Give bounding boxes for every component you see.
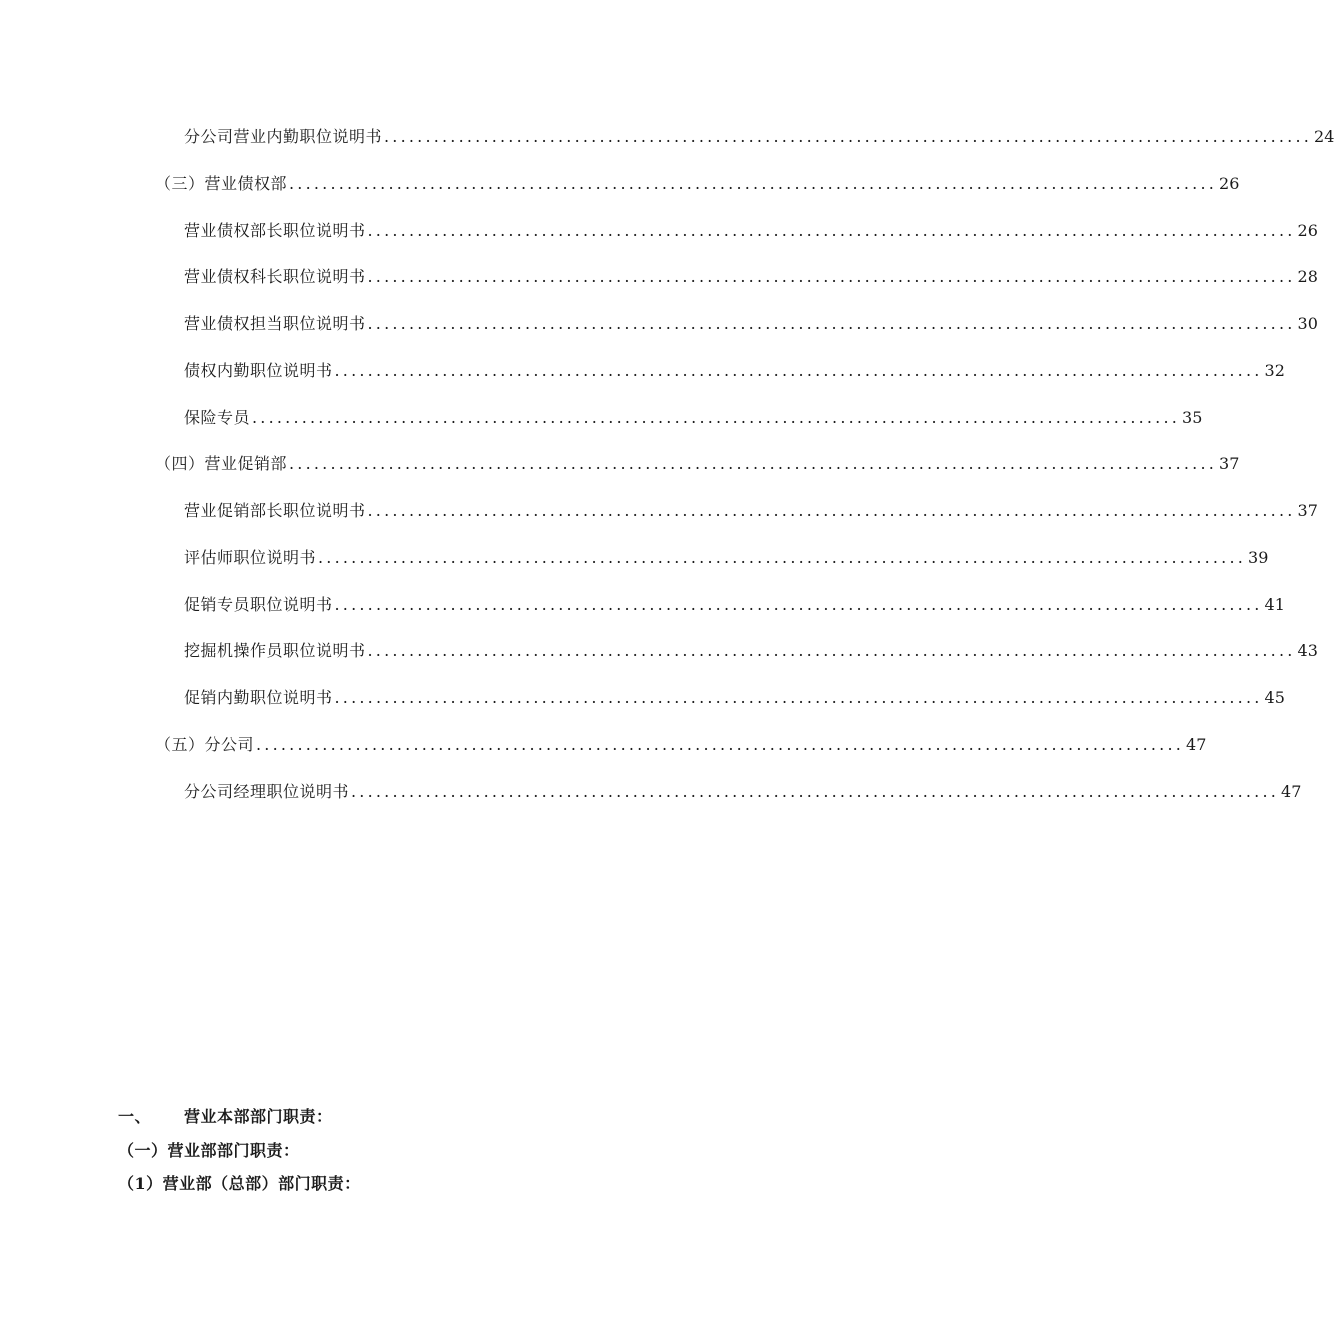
toc-leader-dots: ................................................................................................................ <box>367 641 1296 660</box>
toc-entry-page: 30 <box>1297 314 1318 333</box>
toc-leader-dots: ................................................................................................................ <box>289 454 1218 473</box>
toc-entry[interactable] <box>184 545 1269 571</box>
toc-entry-title: 分公司经理职位说明书 <box>184 782 350 801</box>
toc-leader-dots: ................................................................................................................ <box>384 127 1313 146</box>
toc-entry-page: 26 <box>1297 221 1318 240</box>
toc-leader-dots: ................................................................................................................ <box>289 174 1218 193</box>
toc-entry-title: （三）营业债权部 <box>155 174 288 193</box>
toc-entry-page: 43 <box>1297 641 1318 660</box>
toc-leader-dots: ................................................................................................................ <box>334 361 1263 380</box>
toc-entry-title: 分公司营业内勤职位说明书 <box>184 127 383 146</box>
section-heading-text: （一）营业部部门职责： <box>118 1141 300 1160</box>
section-heading-level-2 <box>118 1139 300 1163</box>
toc-entry-title: 营业债权科长职位说明书 <box>184 267 366 286</box>
toc-entry-title: 营业促销部长职位说明书 <box>184 501 366 520</box>
toc-entry-page: 37 <box>1297 501 1318 520</box>
toc-entry-title: 保险专员 <box>184 408 251 427</box>
toc-entry-page: 35 <box>1182 408 1203 427</box>
toc-entry-page: 41 <box>1264 595 1285 614</box>
toc-leader-dots: ................................................................................................................ <box>351 782 1280 801</box>
section-heading-level-1 <box>118 1105 333 1129</box>
toc-leader-dots: ................................................................................................................ <box>367 221 1296 240</box>
toc-leader-dots: ................................................................................................................ <box>334 595 1263 614</box>
section-heading-text: （1）营业部（总部）部门职责： <box>118 1174 361 1193</box>
section-heading-level-3 <box>118 1172 361 1196</box>
section-heading-number: 一、 <box>118 1107 152 1126</box>
toc-entry-title: 挖掘机操作员职位说明书 <box>184 641 366 660</box>
toc-entry-page: 28 <box>1297 267 1318 286</box>
toc-leader-dots: ................................................................................................................ <box>252 408 1181 427</box>
toc-entry[interactable] <box>184 218 1318 244</box>
toc-entry[interactable] <box>184 311 1318 337</box>
toc-entry[interactable] <box>184 498 1318 524</box>
toc-entry-title: 营业债权部长职位说明书 <box>184 221 366 240</box>
toc-entry-title: 促销内勤职位说明书 <box>184 688 333 707</box>
toc-entry-page: 37 <box>1219 454 1240 473</box>
toc-entry[interactable] <box>184 638 1318 664</box>
toc-entry[interactable] <box>184 405 1203 431</box>
toc-entry-page: 45 <box>1264 688 1285 707</box>
toc-entry-page: 24 <box>1314 127 1334 146</box>
toc-entry-page: 32 <box>1264 361 1285 380</box>
toc-entry-page: 26 <box>1219 174 1240 193</box>
toc-leader-dots: ................................................................................................................ <box>318 548 1247 567</box>
toc-entry-title: 营业债权担当职位说明书 <box>184 314 366 333</box>
toc-entry-page: 47 <box>1186 735 1207 754</box>
toc-entry-page: 39 <box>1248 548 1269 567</box>
toc-entry-title: （五）分公司 <box>155 735 255 754</box>
toc-leader-dots: ................................................................................................................ <box>256 735 1185 754</box>
toc-entry[interactable] <box>184 124 1334 150</box>
toc-entry[interactable] <box>184 685 1285 711</box>
section-heading-text: 营业本部部门职责： <box>184 1107 333 1126</box>
toc-entry[interactable] <box>155 171 1240 197</box>
toc-entry-title: 评估师职位说明书 <box>184 548 317 567</box>
toc-entry[interactable] <box>184 779 1302 805</box>
toc-entry[interactable] <box>155 451 1240 477</box>
toc-leader-dots: ................................................................................................................ <box>367 267 1296 286</box>
toc-entry[interactable] <box>184 358 1285 384</box>
toc-leader-dots: ................................................................................................................ <box>334 688 1263 707</box>
toc-entry-page: 47 <box>1281 782 1302 801</box>
toc-leader-dots: ................................................................................................................ <box>367 501 1296 520</box>
toc-leader-dots: ................................................................................................................ <box>367 314 1296 333</box>
toc-entry-title: 促销专员职位说明书 <box>184 595 333 614</box>
toc-entry[interactable] <box>184 592 1285 618</box>
toc-entry[interactable] <box>155 732 1207 758</box>
toc-entry[interactable] <box>184 264 1318 290</box>
toc-entry-title: 债权内勤职位说明书 <box>184 361 333 380</box>
toc-entry-title: （四）营业促销部 <box>155 454 288 473</box>
